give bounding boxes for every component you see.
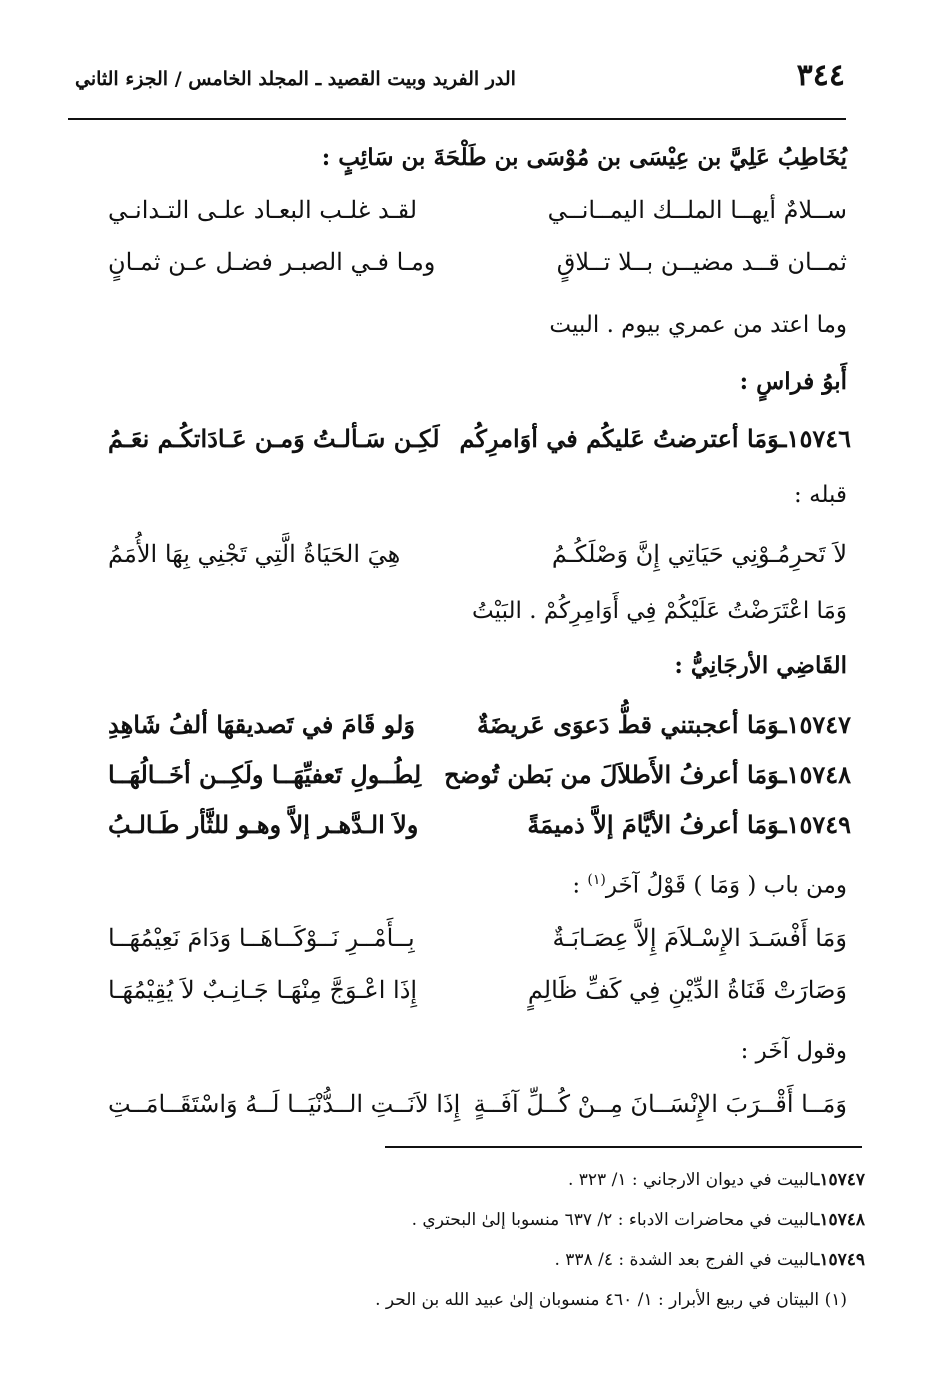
verse-line <box>108 196 847 240</box>
second-hemistich: لقـد غلـب البعـاد علـى التـدانـي <box>108 196 418 224</box>
first-hemistich: وَمَــا أَقْــرَبَ الإِنْسَــانَ مِــنْ كُــلِّ آفَــةٍ <box>473 1090 847 1118</box>
second-hemistich: لِطُــولِ تَعفيِّهَــا ولَكِــن أخَــالُهَــا <box>108 760 422 789</box>
footnote-text: البيت في ديوان الارجاني : ١/ ٣٢٣ . <box>567 1170 815 1190</box>
note-line: وما اعتد من عمري بيوم . البيت <box>549 312 847 338</box>
note-line: وَمَا اعْتَرَضْتُ عَلَيْكُمْ فِي أَوَامِرِكُمْ . البَيْتُ <box>472 598 847 624</box>
first-hemistich: وَصَارَتْ قَنَاةُ الدِّيْنِ فِي كَفِّ ظَالِمٍ <box>527 976 847 1004</box>
hemistich-text: وَمَا أعرفُ الأَطلاَلَ من بَطن تُوضح <box>444 760 780 789</box>
verse-line <box>108 248 847 292</box>
footnote <box>412 1210 865 1230</box>
verse-line-15746 <box>108 424 851 468</box>
page-header <box>75 58 845 106</box>
verse-number: ١٥٧٤٧ـ <box>779 710 851 739</box>
footnote-number: ١٥٧٤٧ـ <box>814 1170 865 1190</box>
footnote-text: البيتان في ربيع الأبرار : ١/ ٤٦٠ منسوبان إلىٰ عبيد الله بن الحر . <box>375 1290 820 1310</box>
footnote <box>375 1290 847 1310</box>
second-hemistich: لَكِـن سَـألـتُ وَمـن عَـادَاتكُـم نعَـمُ <box>108 424 440 453</box>
verse-line-15747 <box>108 710 851 754</box>
hemistich-text: وَمَا أعجبتني قطُّ دَعوَى عَريضَةٌ <box>476 710 780 739</box>
footnote-number: ١٥٧٤٩ـ <box>814 1250 865 1270</box>
verse-line <box>108 540 847 584</box>
verse-number: ١٥٧٤٦ـ <box>779 424 851 453</box>
section-title-text: ومن باب ( وَمَا ) قَوْلُ آخَر <box>605 872 847 899</box>
verse-line-15748 <box>108 760 851 804</box>
footnote <box>568 1170 865 1190</box>
second-hemistich: ولاَ الـدَّهـر إلاَّ وهـو للثَّأر طَـالـبُ <box>108 810 419 839</box>
verse-line-15749 <box>108 810 851 854</box>
first-hemistich: وَمَا أَفْسَـدَ الإِسْـلاَمَ إِلاَّ عِصَـابَـةٌ <box>552 924 847 952</box>
footnote-text: البيت في الفرج بعد الشدة : ٤/ ٣٣٨ . <box>554 1250 815 1270</box>
footnote-number: ١٥٧٤٨ـ <box>814 1210 865 1230</box>
first-hemistich <box>477 710 851 739</box>
section-colon: : <box>572 872 581 899</box>
second-hemistich: إِذَا اعْـوَجَّ مِنْهَـا جَـانِـبٌ لاَ يُقِيْمُهَـا <box>108 976 418 1004</box>
intro-line: يُخَاطِبُ عَلِيَّ بن عِيْسَى بن مُوْسَى بن طَلْحَةَ بن سَائِبٍ : <box>321 144 847 171</box>
verse-line <box>108 1090 847 1134</box>
first-hemistich: ســلامٌ أيهــا الملــك اليمــانــي <box>547 196 847 224</box>
hemistich-text: وَمَا أعترضتُ عَليكُم في أوَامرِكُم <box>459 424 780 453</box>
verse-number: ١٥٧٤٩ـ <box>779 810 851 839</box>
running-title: الدر الفريد وبيت القصيد ـ المجلد الخامس / الجزء الثاني <box>75 68 516 90</box>
footnote <box>554 1250 865 1270</box>
second-hemistich: إِذَا لاَنَــتِ الــدُّنْيَــا لَــهُ وَاسْتَقَــامَــتِ <box>108 1090 461 1118</box>
first-hemistich: لاَ تَحرِمُـوْنِي حَيَاتِي إِنَّ وَصْلَكُـمُ <box>551 540 847 568</box>
header-divider <box>68 118 846 120</box>
section-title <box>572 872 847 899</box>
poet-name: القَاضِي الأرجَانِيُّ : <box>674 652 847 679</box>
first-hemistich <box>444 760 851 789</box>
first-hemistich <box>527 810 851 839</box>
second-hemistich: وَلو قَامَ في تَصديقهَا ألفُ شَاهِدِ <box>108 710 415 739</box>
footnote-number: (١) <box>824 1290 847 1310</box>
second-hemistich: بِــأَمْــرِ نَــوْكَــاهَــا وَدَامَ نَعِيْمُهَــا <box>108 924 415 952</box>
verse-line <box>108 976 847 1020</box>
qablahu-line: قبله : <box>794 482 847 508</box>
verse-number: ١٥٧٤٨ـ <box>779 760 851 789</box>
page-number: ٣٤٤ <box>796 58 845 93</box>
second-hemistich: ومـا فـي الصبـر فضـل عـن ثمـانٍ <box>108 248 436 276</box>
poet-name: أَبوُ فراسٍ : <box>739 368 847 395</box>
another-line: وقول آخَر : <box>740 1038 847 1064</box>
footnote-text: البيت في محاضرات الادباء : ٢/ ٦٣٧ منسوبا إلىٰ البحتري . <box>411 1210 815 1230</box>
footnote-marker: (١) <box>587 872 606 888</box>
second-hemistich: هِيَ الحَيَاةُ الَّتِي تَجْنِي بِهَا الأُمَمُ <box>108 540 401 568</box>
first-hemistich: ثمــان قــد مضيــن بــلا تــلاقٍ <box>556 248 847 276</box>
footnote-divider <box>385 1146 862 1148</box>
verse-line <box>108 924 847 968</box>
hemistich-text: وَمَا أعرفُ الأيَّامَ إلاَّ ذميمَةً <box>527 810 780 839</box>
first-hemistich <box>459 424 851 453</box>
